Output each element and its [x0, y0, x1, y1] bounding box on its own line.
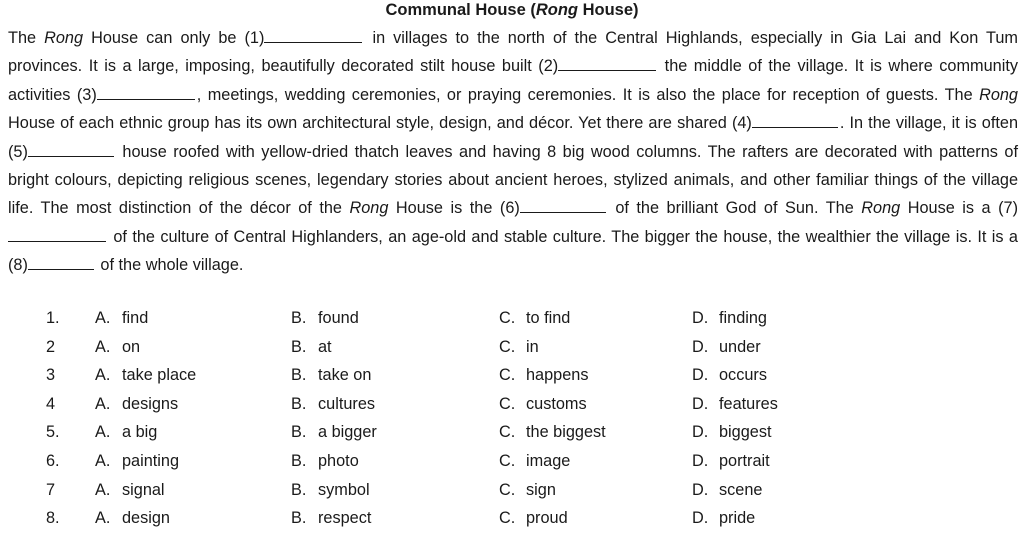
option-letter: B.: [291, 451, 307, 470]
option-text: under: [719, 337, 761, 356]
blank-6[interactable]: [520, 195, 606, 213]
option-a[interactable]: [95, 309, 148, 328]
option-letter: D.: [692, 394, 709, 413]
option-b[interactable]: [291, 395, 375, 414]
option-text: find: [122, 309, 149, 327]
option-a[interactable]: [95, 481, 165, 500]
option-text: symbol: [318, 480, 370, 499]
option-letter: A.: [95, 423, 111, 442]
option-text: take on: [318, 366, 372, 385]
option-text: found: [318, 309, 359, 327]
option-d[interactable]: [692, 423, 772, 442]
blank-4[interactable]: [752, 110, 838, 128]
reading-passage: [8, 24, 1018, 280]
option-b[interactable]: [291, 338, 332, 357]
option-b[interactable]: [291, 452, 359, 471]
option-text: take place: [122, 366, 197, 385]
option-text: image: [526, 451, 571, 470]
option-letter: D.: [692, 309, 709, 327]
option-text: proud: [526, 509, 568, 528]
question-row: [0, 306, 1024, 335]
passage-text: House is the (6): [388, 199, 520, 218]
option-b[interactable]: [291, 309, 359, 328]
option-text: cultures: [318, 394, 376, 413]
passage-text: the middle of the village. It is where community activities (3): [8, 57, 1018, 104]
option-text: features: [719, 394, 778, 413]
blank-2[interactable]: [558, 53, 656, 71]
option-a[interactable]: [95, 366, 196, 385]
option-c[interactable]: [499, 481, 556, 500]
option-text: a bigger: [318, 423, 377, 442]
option-a[interactable]: [95, 509, 170, 528]
blank-1[interactable]: [264, 25, 362, 43]
option-d[interactable]: [692, 481, 762, 500]
option-d[interactable]: [692, 338, 761, 357]
passage-text: House is a (7): [900, 199, 1019, 218]
passage-emphasis: Rong: [979, 85, 1018, 104]
document-title: [0, 0, 1024, 20]
title-emphasis: Rong: [535, 1, 578, 19]
option-letter: C.: [499, 309, 516, 327]
option-text: design: [122, 509, 170, 528]
question-number: 1.: [46, 309, 60, 327]
option-letter: B.: [291, 423, 307, 442]
option-b[interactable]: [291, 481, 370, 500]
option-letter: A.: [95, 509, 111, 528]
option-text: to find: [526, 309, 571, 327]
question-row: [0, 449, 1024, 478]
option-a[interactable]: [95, 338, 140, 357]
option-c[interactable]: [499, 309, 570, 328]
option-letter: A.: [95, 451, 111, 470]
option-letter: C.: [499, 509, 516, 528]
question-row: [0, 478, 1024, 507]
option-c[interactable]: [499, 338, 539, 357]
option-letter: C.: [499, 423, 516, 442]
passage-emphasis: Rong: [349, 199, 389, 218]
question-row: [0, 363, 1024, 392]
option-text: customs: [526, 394, 587, 413]
option-b[interactable]: [291, 423, 377, 442]
question-row: [0, 392, 1024, 421]
option-text: photo: [318, 451, 359, 470]
option-b[interactable]: [291, 509, 371, 528]
option-letter: C.: [499, 337, 516, 356]
option-letter: A.: [95, 394, 111, 413]
option-a[interactable]: [95, 452, 179, 471]
option-text: on: [122, 337, 141, 356]
option-letter: C.: [499, 394, 516, 413]
passage-text: , meetings, wedding ceremonies, or praying ceremonies. It is also the place for reception of guests. The: [196, 85, 980, 104]
option-d[interactable]: [692, 309, 767, 328]
passage-text: House can only be (1): [83, 29, 265, 47]
option-a[interactable]: [95, 423, 157, 442]
blank-3[interactable]: [97, 82, 195, 100]
passage-text: house roofed with yellow-dried thatch leaves and having 8 big wood columns. The rafters are decorated with patterns of bright colours, depicting religious scenes, legendary stories about ancient heroes, stylized animals, and other familiar things of the village life. The most distinction of the décor of the: [8, 142, 1018, 218]
passage-text: in villages to the north of the Central Highlands, especially in Gia Lai and Kon Tum provinces. It is a large, imposing, beautifully decorated stilt house built (2): [8, 29, 1018, 76]
option-c[interactable]: [499, 509, 568, 528]
option-letter: D.: [692, 509, 709, 528]
option-text: at: [318, 337, 332, 356]
option-text: signal: [122, 480, 165, 499]
passage-emphasis: Rong: [44, 29, 84, 47]
option-text: respect: [318, 509, 372, 528]
option-text: designs: [122, 394, 179, 413]
question-row: [0, 506, 1024, 535]
question-number: 3: [46, 366, 56, 385]
option-text: painting: [122, 451, 180, 470]
title-tail: House): [578, 1, 639, 19]
question-number: 4: [46, 394, 56, 413]
blank-8[interactable]: [28, 252, 94, 270]
option-c[interactable]: [499, 423, 606, 442]
option-letter: B.: [291, 309, 307, 327]
option-text: pride: [719, 509, 756, 528]
option-letter: D.: [692, 451, 709, 470]
option-letter: D.: [692, 337, 709, 356]
option-text: the biggest: [526, 423, 606, 442]
question-number: 5.: [46, 423, 60, 442]
option-text: in: [526, 337, 539, 356]
option-letter: A.: [95, 337, 111, 356]
option-letter: C.: [499, 480, 516, 499]
title-text: Communal House (: [385, 1, 536, 19]
passage-text: The: [8, 29, 45, 47]
option-letter: B.: [291, 337, 307, 356]
option-letter: A.: [95, 366, 111, 385]
option-letter: B.: [291, 366, 307, 385]
question-row: [0, 335, 1024, 364]
answer-options-list: [0, 306, 1024, 535]
option-letter: C.: [499, 366, 516, 385]
option-letter: B.: [291, 480, 307, 499]
option-d[interactable]: [692, 509, 755, 528]
passage-text: House of each ethnic group has its own architectural style, design, and décor. Yet there are shared (4): [8, 114, 752, 133]
option-d[interactable]: [692, 395, 778, 414]
option-text: sign: [526, 480, 556, 499]
option-text: scene: [719, 480, 763, 499]
question-number: 2: [46, 337, 56, 356]
question-number: 6.: [46, 451, 60, 470]
option-letter: A.: [95, 309, 111, 327]
option-letter: B.: [291, 509, 307, 528]
option-c[interactable]: [499, 452, 570, 471]
option-letter: B.: [291, 394, 307, 413]
question-row: [0, 420, 1024, 449]
blank-7[interactable]: [8, 224, 106, 242]
passage-text: of the culture of Central Highlanders, an age-old and stable culture. The bigger the house, the wealthier the village is. It is a (8): [8, 227, 1018, 275]
passage-text: . In the village, it is often (5): [8, 114, 1019, 161]
option-letter: D.: [692, 366, 709, 385]
option-b[interactable]: [291, 366, 371, 385]
blank-5[interactable]: [28, 139, 114, 157]
option-text: occurs: [719, 366, 767, 385]
passage-text: of the whole village.: [95, 256, 244, 275]
question-number: 8.: [46, 509, 60, 528]
passage-text: of the brilliant God of Sun. The: [607, 199, 862, 218]
passage-emphasis: Rong: [861, 199, 901, 218]
option-c[interactable]: [499, 366, 588, 385]
option-text: finding: [719, 309, 767, 327]
option-text: a big: [122, 423, 158, 442]
option-d[interactable]: [692, 452, 770, 471]
option-text: happens: [526, 366, 589, 385]
option-letter: C.: [499, 451, 516, 470]
option-letter: A.: [95, 480, 111, 499]
question-number: 7: [46, 480, 56, 499]
option-letter: D.: [692, 423, 709, 442]
option-text: biggest: [719, 423, 772, 442]
option-a[interactable]: [95, 395, 178, 414]
option-text: portrait: [719, 451, 770, 470]
option-c[interactable]: [499, 395, 587, 414]
option-d[interactable]: [692, 366, 767, 385]
option-letter: D.: [692, 480, 709, 499]
